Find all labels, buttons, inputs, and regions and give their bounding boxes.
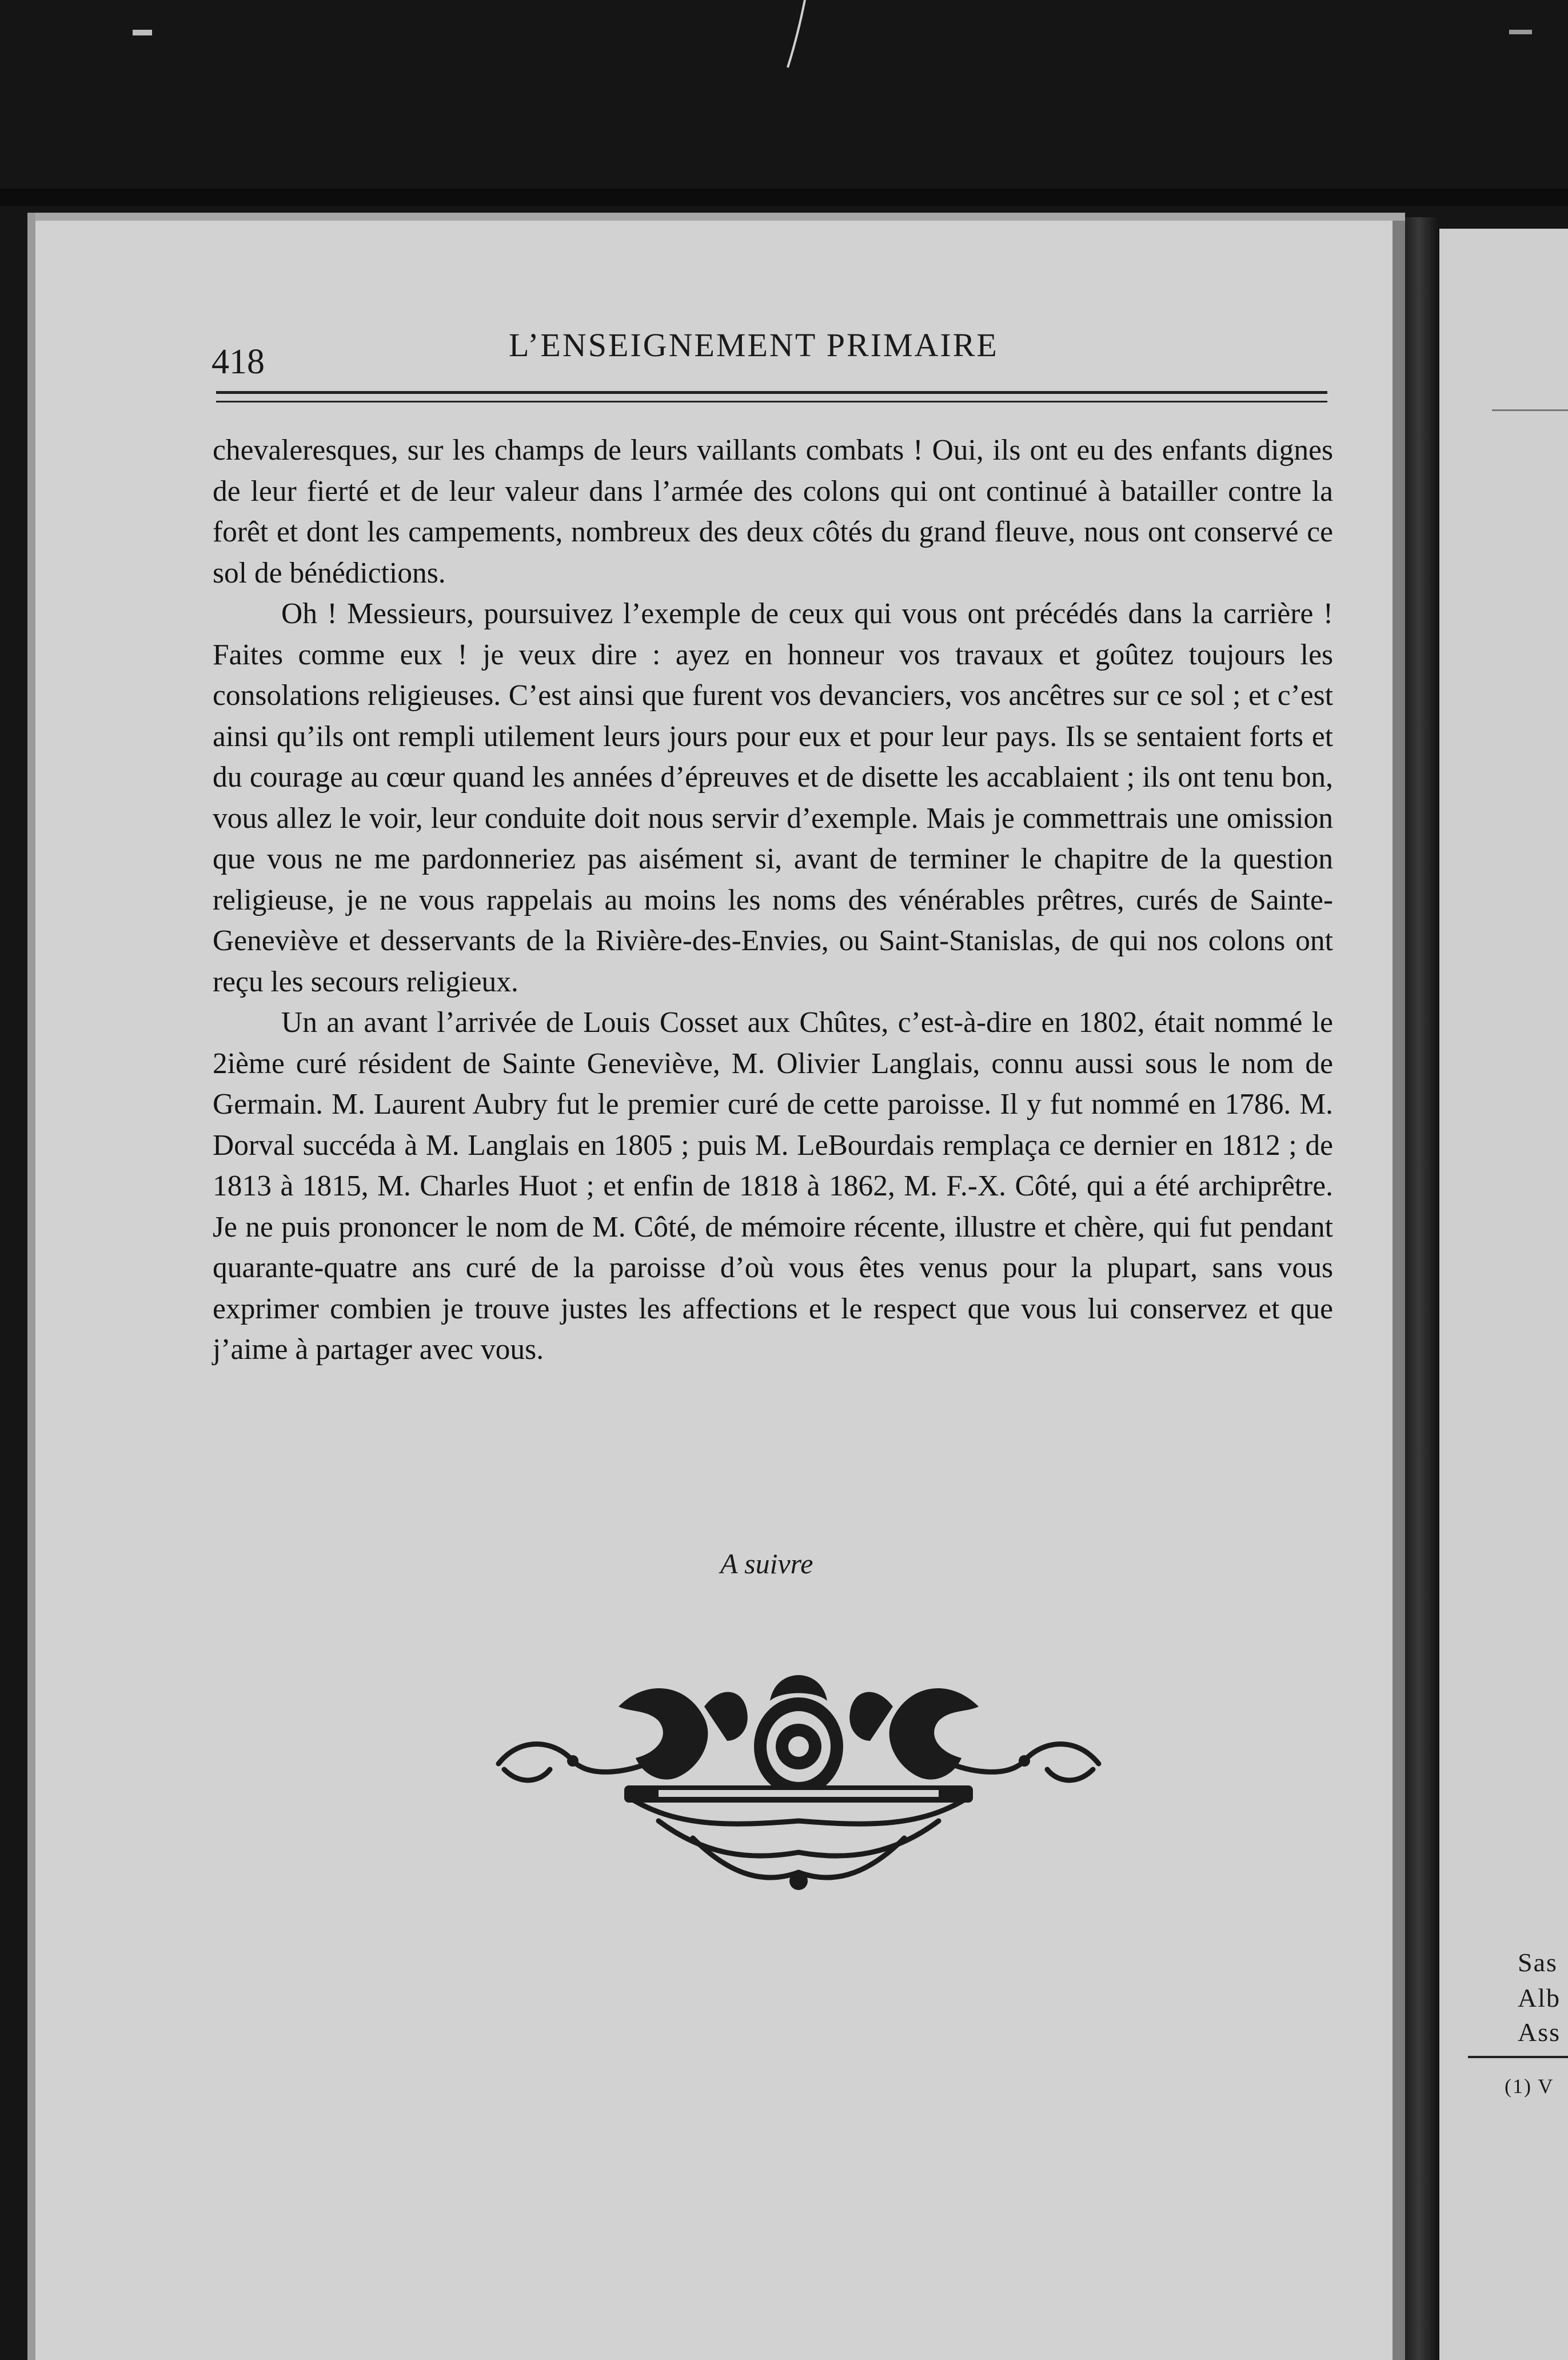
book-gutter: [1405, 217, 1439, 2360]
running-title: L’ENSEIGNEMENT PRIMAIRE: [509, 326, 999, 364]
page-number: 418: [212, 342, 265, 381]
griffin-tailpiece-ornament-icon: [487, 1655, 1110, 1895]
facing-line-2: Alb: [1518, 1983, 1561, 2012]
facing-footnote: (1) V: [1505, 2075, 1554, 2098]
paragraph-1: chevaleresques, sur les champs de leurs vaillants combats ! Oui, ils ont eu des enfants dignes de leur fierté et de leur valeur dans l’armée des colons qui ont continué à batailler contre la forêt et dont les campements, nombreux des deux côtés du grand fleuve, nous ont conservé ce sol de bénédictions.: [213, 434, 1333, 589]
paragraph-3: Un an avant l’arrivée de Louis Cosset aux Chûtes, c’est-à-dire en 1802, était nommé le 2ième curé résident de Sainte Geneviève, M. Olivier Langlais, connu aussi sous le nom de Germain. M. Laurent Aubry fut le premier curé de cette paroisse. Il y fut nommé en 1786. M. Dorval succéda à M. Langlais en 1805 ; puis M. LeBourdais remplaça ce dernier en 1812 ; de 1813 à 1815, M. Charles Huot ; et enfin de 1818 à 1862, M. F.-X. Côté, qui a été archiprêtre. Je ne puis prononcer le nom de M. Côté, de mémoire récente, illustre et chère, qui fut pendant quarante-quatre ans curé de la paroisse d’où vous êtes venus pour la plupart, sans vous exprimer combien je trouve justes les affections et le respect que vous lui conservez et que j’aime à partager avec vous.: [213, 1006, 1333, 1366]
to-be-continued: A suivre: [720, 1548, 813, 1580]
running-head: [212, 326, 1326, 381]
facing-page-rule-top: [1492, 409, 1568, 411]
header-double-rule: [216, 391, 1327, 402]
facing-page-footnote-rule: [1468, 2056, 1568, 2058]
paragraph-2: Oh ! Messieurs, poursuivez l’exemple de ceux qui vous ont précédés dans la carrière ! Faites comme eux ! je veux dire : ayez en honneur vos travaux et goûtez toujours les consolations religieuses. C’est ainsi que furent vos devanciers, vos ancêtres sur ce sol ; et c’est ainsi qu’ils ont rempli utilement leurs jours pour eux et pour leur pays. Ils se sentaient forts et du courage au cœur quand les années d’épreuves et de disette les accablaient ; ils ont tenu bon, vous allez le voir, leur conduite doit nous servir d’exemple. Mais je commettrais une omission que vous ne me pardonneriez pas aisément si, avant de terminer le chapitre de la question religieuse, je ne vous rappelais au moins les noms des vénérables prêtres, curés de Sainte-Geneviève et desservants de la Rivière-des-Envies, ou Saint-Stanislas, de qui nos colons ont reçu les secours religieux.: [213, 597, 1333, 998]
scan-edge-marks: [0, 0, 1568, 206]
facing-line-1: Sas: [1518, 1948, 1558, 1977]
facing-line-3: Ass: [1518, 2018, 1561, 2047]
body-text: [213, 430, 1333, 1370]
